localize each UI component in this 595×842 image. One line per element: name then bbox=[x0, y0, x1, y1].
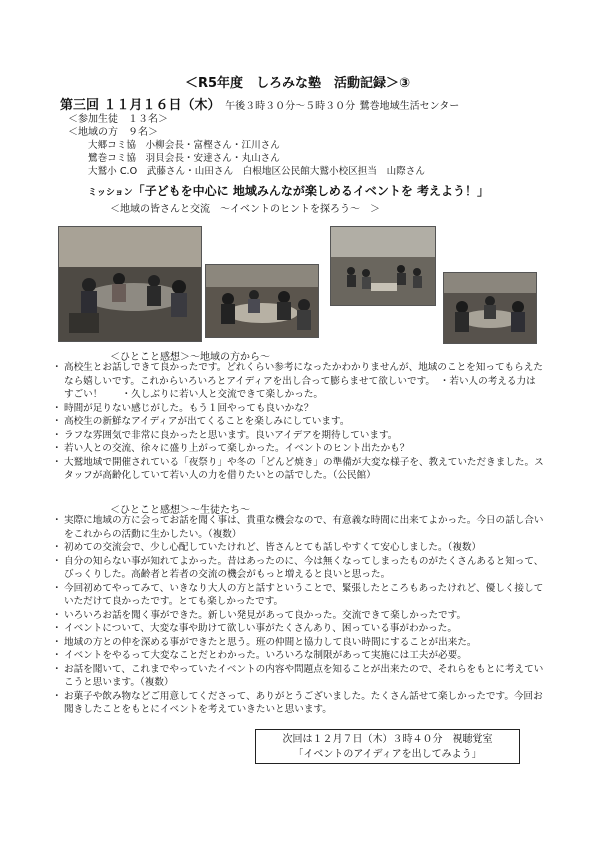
mission-subtitle: ＜地域の皆さんと交流 ～イベントのヒントを探ろう～ ＞ bbox=[110, 204, 380, 215]
student-feedback-heading: ＜ひとこと感想＞～生徒たち～ bbox=[110, 505, 250, 516]
list-item: ・ お話を聞いて、これまでやっていたイベントの内容や問題点を知ることが出来たので、それらをもとに考えていこうと思います。（複数） bbox=[55, 663, 545, 690]
list-item: ・ 若い人との交流、徐々に盛り上がって楽しかった。イベントのヒント出たかも？ bbox=[55, 442, 545, 456]
next-session-box bbox=[255, 729, 520, 764]
list-item: ・ 自分の知らない事が知れてよかった。昔はあったのに、今は無くなってしまったものがたくさんあると知って、びっくりした。高齢者と若者の交流の機会がもっと増えると良いと思った。 bbox=[55, 555, 545, 582]
session-venue: 鷺巻地域生活センター bbox=[359, 101, 460, 112]
mission-text: 「子どもを中心に 地域みんなが楽しめるイベントを 考えよう！」 bbox=[132, 184, 489, 198]
community-feedback-list bbox=[55, 361, 545, 483]
list-item: ・ 高校生とお話しできて良かったです。どれくらい参考になったかわかりませんが、地域のことを知ってもらえたなら嬉しいです。これからいろいろとアイディアを出し合って膨らませて欲しいです。 ・若い人の考える力はすごい！ ・久しぶりに若い人と交流できて楽しかった。 bbox=[55, 361, 545, 402]
list-item: ・ イベントについて、大変な事や助けて欲しい事がたくさんあり、困っている事がわかった。 bbox=[55, 622, 545, 636]
photo-table-discussion bbox=[443, 272, 537, 344]
list-item: ・ 時間が足りない感じがした。もう１回やっても良いかな？ bbox=[55, 402, 545, 416]
participants-row: 鷺巻コミ協 羽貝会長・安達さん・丸山さん bbox=[88, 153, 280, 164]
session-number: 第三回 bbox=[60, 98, 100, 113]
participants-row: 大鷲小 C.O 武藤さん・山田さん 白根地区公民館大鷲小校区担当 山際さん bbox=[88, 166, 425, 177]
mission-label: ミッション bbox=[88, 188, 133, 198]
participants-students: ＜参加生徒 １３名＞ bbox=[68, 114, 168, 125]
photo-meeting-room-wide bbox=[58, 226, 202, 342]
community-feedback-heading: ＜ひとこと感想＞～地域の方から～ bbox=[110, 352, 270, 363]
list-item: ・ 実際に地域の方に会ってお話を聞く事は、貴重な機会なので、有意義な時間に出来てよかった。今日の話し合いをこれからの活動に生かしたい。（複数） bbox=[55, 514, 545, 541]
participants-row: 大郷コミ協 小柳会長・富樫さん・江川さん bbox=[88, 140, 280, 151]
next-session-date: 次回は１２月７日（木）３時４０分 視聴覚室 bbox=[282, 734, 493, 745]
session-date: １１月１６日（木） bbox=[103, 98, 221, 113]
student-feedback-list bbox=[55, 514, 545, 717]
photo-gymnasium-groups bbox=[330, 226, 436, 306]
list-item: ・ 地域の方との仲を深める事ができたと思う。班の仲間と協力して良い時間にすることが出来た。 bbox=[55, 636, 545, 650]
session-time: 午後３時３０分～５時３０分 bbox=[225, 101, 356, 112]
list-item: ・ 大鷲地域で開催されている「夜祭り」や冬の「どんど焼き」の準備が大変な様子を、教えていただきました。スタッフが高齢化していて若い人の力を借りたいとの話でした。（公民館） bbox=[55, 456, 545, 483]
list-item: ・ 今回初めてやってみて、いきなり大人の方と話すということで、緊張したところもあったけれど、優しく接していただけて良かったです。とても楽しかったです。 bbox=[55, 582, 545, 609]
next-session-topic: 「イベントのアイディアを出してみよう」 bbox=[293, 749, 482, 760]
list-item: ・ イベントをやるって大変なことだとわかった。いろいろな制限があって実施には工夫が必要。 bbox=[55, 649, 545, 663]
list-item: ・ いろいろお話を聞く事ができた。新しい発見があって良かった。交流できて楽しかったです。 bbox=[55, 609, 545, 623]
participants-community: ＜地域の方 ９名＞ bbox=[68, 127, 158, 138]
list-item: ・ ラフな雰囲気で非常に良かったと思います。良いアイデアを期待しています。 bbox=[55, 429, 545, 443]
list-item: ・ お菓子や飲み物などご用意してくださって、ありがとうございました。たくさん話せて楽しかったです。今回お聞きしたことをもとにイベントを考えていきたいと思います。 bbox=[55, 690, 545, 717]
mission bbox=[88, 182, 489, 199]
photo-group-discussion bbox=[205, 264, 319, 338]
page-title: ＜R5年度 しろみな塾 活動記録＞③ bbox=[184, 76, 411, 91]
list-item: ・ 初めての交流会で、少し心配していたけれど、皆さんとても話しやすくて安心しました。（複数） bbox=[55, 541, 545, 555]
list-item: ・ 高校生の新鮮なアイディアが出てくることを楽しみにしています。 bbox=[55, 415, 545, 429]
